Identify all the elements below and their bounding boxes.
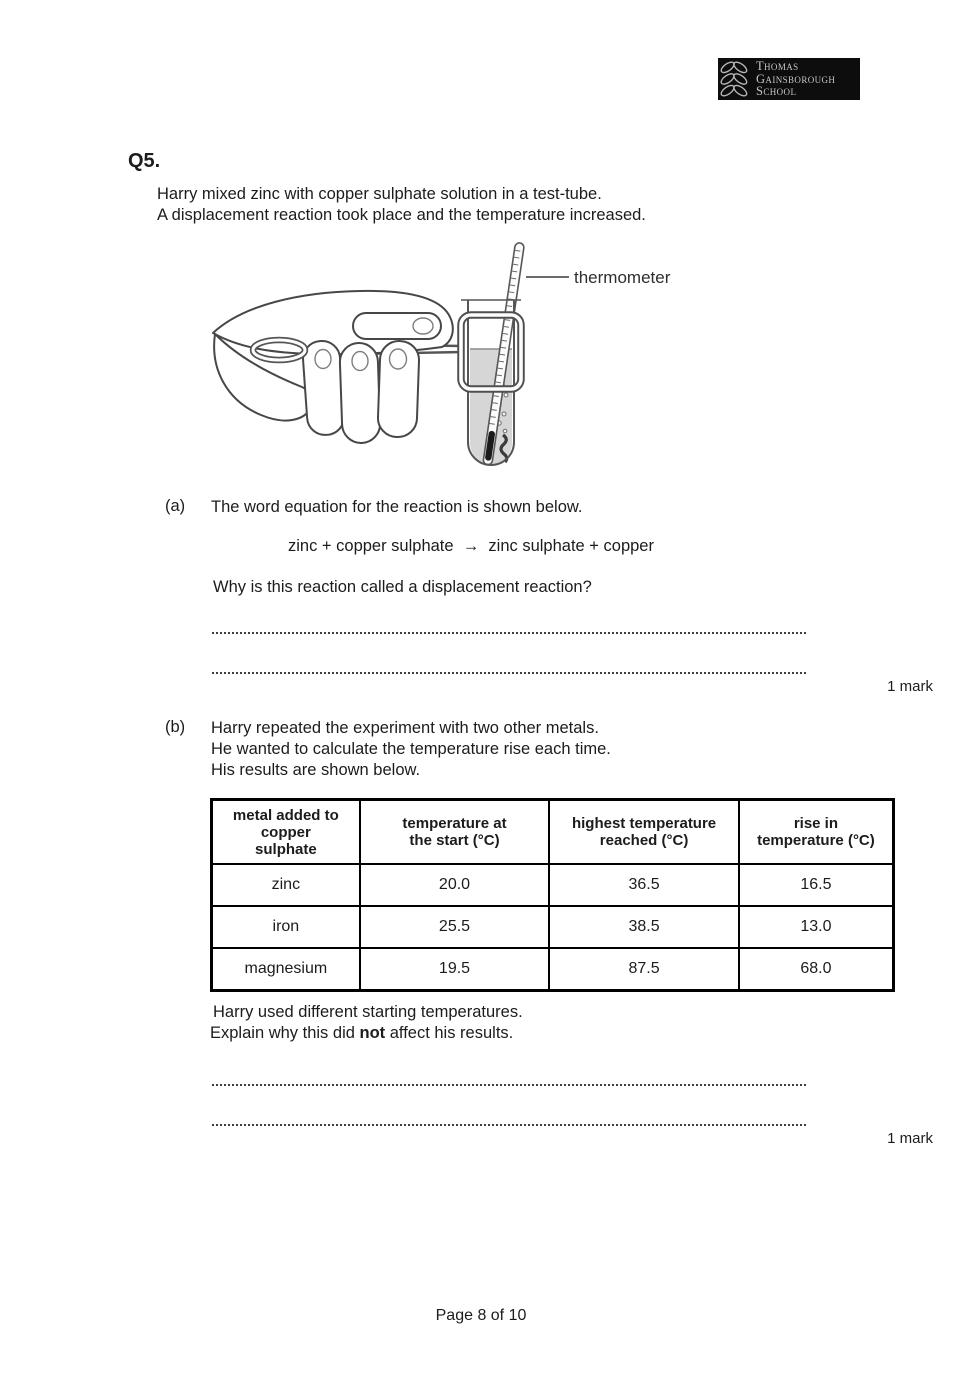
answer-line [212, 1082, 806, 1086]
part-b-line-3: His results are shown below. [211, 761, 421, 779]
logo-line-2: Gainsborough [756, 71, 836, 86]
table-cell: 13.0 [739, 906, 894, 948]
table-cell: 68.0 [739, 948, 894, 991]
table-header-row [212, 800, 894, 865]
part-b-followup-line-1: Harry used different starting temperatures. [213, 1003, 523, 1021]
table-header-start-temp: temperature at the start (°C) [360, 800, 550, 865]
table-cell: iron [212, 906, 360, 948]
part-b-marks: 1 mark [887, 1130, 933, 1147]
followup-bold-not: not [359, 1024, 386, 1042]
part-a-marks: 1 mark [887, 678, 933, 695]
question-number: Q5. [128, 150, 161, 172]
table-cell: 36.5 [549, 864, 739, 906]
table-row-magnesium [212, 948, 894, 991]
part-a-question: Why is this reaction called a displacement reaction? [213, 578, 592, 596]
hand [213, 291, 453, 444]
school-logo-text [756, 60, 835, 98]
table-cell: 19.5 [360, 948, 550, 991]
table-header-highest-temp: highest temperature reached (°C) [549, 800, 739, 865]
answer-line [212, 670, 806, 674]
table-header-metal: metal added to copper sulphate [212, 800, 360, 865]
word-equation: zinc + copper sulphate → zinc sulphate + copper [288, 537, 654, 555]
part-a-prompt: The word equation for the reaction is shown below. [211, 498, 583, 516]
intro-line-1: Harry mixed zinc with copper sulphate solution in a test-tube. [157, 185, 602, 203]
followup-prefix: Explain why this did [210, 1024, 360, 1042]
table-cell: 87.5 [549, 948, 739, 991]
table-cell: zinc [212, 864, 360, 906]
logo-leaf-icon [718, 60, 752, 98]
part-a-label: (a) [165, 497, 186, 515]
table-cell: magnesium [212, 948, 360, 991]
table-row-zinc [212, 864, 894, 906]
part-b-intro [211, 718, 611, 781]
table-cell: 16.5 [739, 864, 894, 906]
part-b-line-2: He wanted to calculate the temperature rise each time. [211, 740, 611, 758]
table-cell: 38.5 [549, 906, 739, 948]
answer-line [212, 1122, 806, 1126]
logo-line-3: School [756, 84, 797, 99]
intro-line-2: A displacement reaction took place and the temperature increased. [157, 206, 646, 224]
page-number: Page 8 of 10 [435, 1307, 527, 1324]
answer-line [212, 630, 806, 634]
part-b-label: (b) [165, 718, 186, 736]
part-b-followup-line-2 [210, 1023, 513, 1044]
question-intro [157, 184, 646, 226]
table-cell: 20.0 [360, 864, 550, 906]
results-table [210, 798, 895, 992]
logo-line-1: Thomas [756, 59, 799, 74]
part-b-line-1: Harry repeated the experiment with two other metals. [211, 719, 599, 737]
school-logo [718, 58, 860, 100]
table-cell: 25.5 [360, 906, 550, 948]
followup-suffix: affect his results. [385, 1024, 514, 1042]
table-header-rise: rise in temperature (°C) [739, 800, 894, 865]
table-row-iron [212, 906, 894, 948]
thermometer-label: thermometer [574, 268, 671, 287]
